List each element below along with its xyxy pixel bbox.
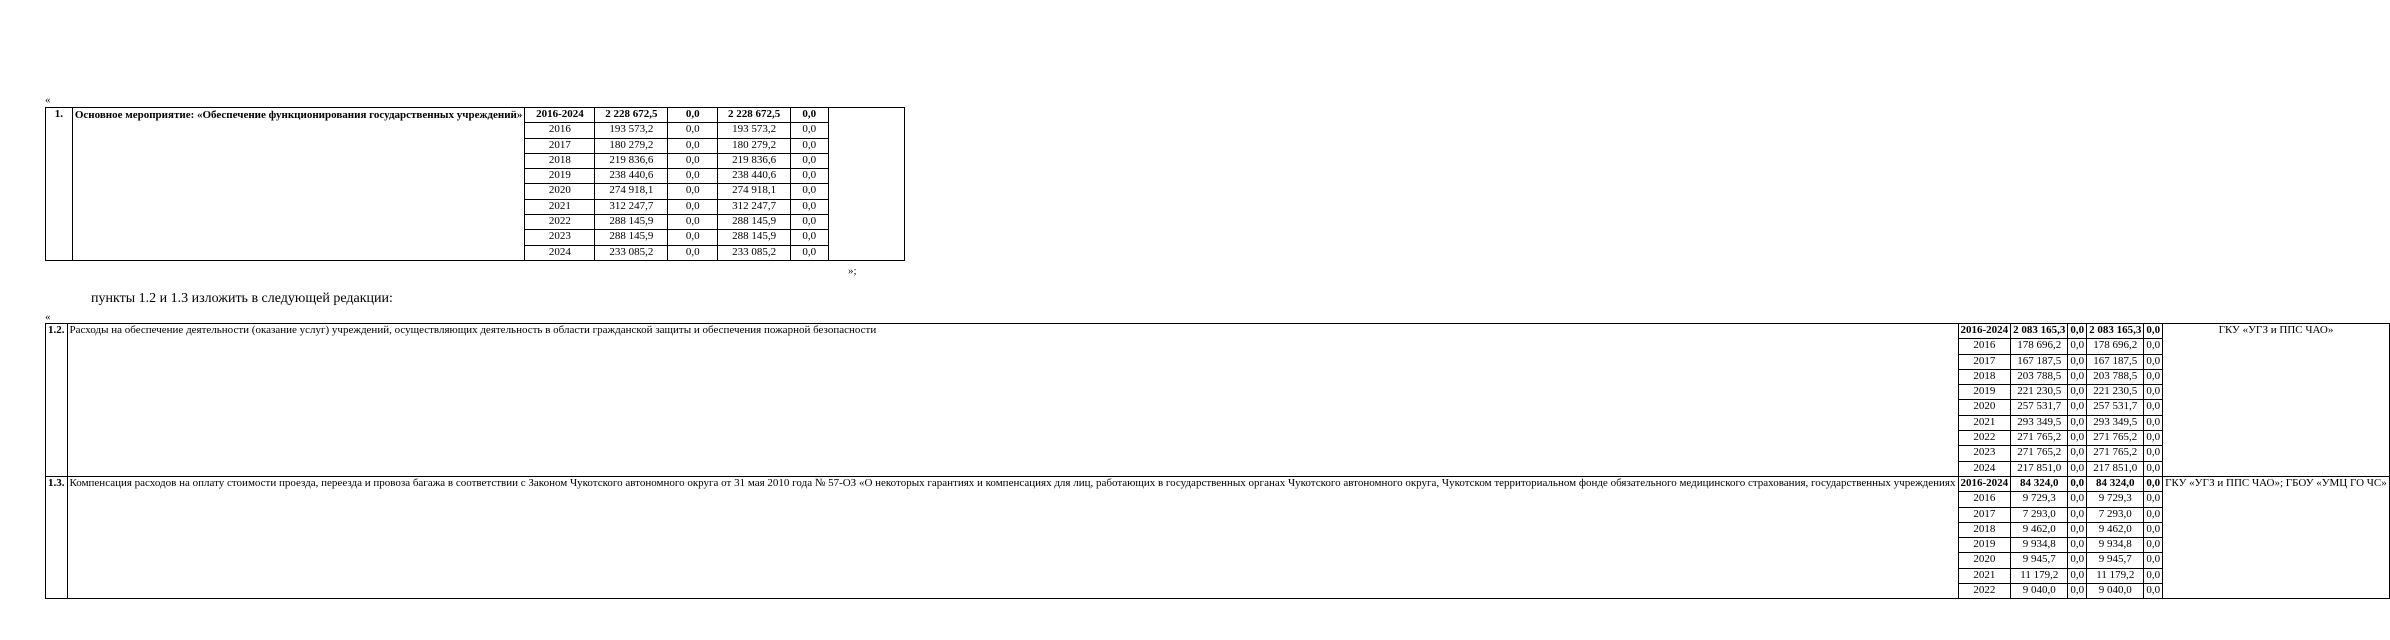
cell-reg: 288 145,9: [718, 230, 791, 245]
cell-reg: 9 040,0: [2087, 584, 2144, 599]
cell-total: 288 145,9: [595, 215, 668, 230]
cell-year: 2018: [1958, 522, 2011, 537]
cell-fed: 0,0: [2068, 415, 2087, 430]
cell-fed: 0,0: [2068, 431, 2087, 446]
cell-other: 0,0: [2144, 584, 2163, 599]
cell-fed: 0,0: [668, 184, 718, 199]
cell-other: 0,0: [791, 199, 828, 214]
cell-total: 221 230,5: [2011, 385, 2068, 400]
cell-other: 0,0: [2144, 522, 2163, 537]
cell-fed: 0,0: [668, 138, 718, 153]
cell-total: 193 573,2: [595, 123, 668, 138]
cell-reg: 217 851,0: [2087, 461, 2144, 476]
cell-fed: 0,0: [668, 108, 718, 123]
cell-year: 2017: [1958, 354, 2011, 369]
cell-year: 2023: [1958, 446, 2011, 461]
cell-year: 2019: [1958, 538, 2011, 553]
cell-fed: 0,0: [2068, 507, 2087, 522]
item-number: 1.: [46, 108, 73, 261]
cell-other: 0,0: [791, 184, 828, 199]
cell-reg: 233 085,2: [718, 245, 791, 260]
responsible-executor: [828, 108, 905, 261]
cell-total: 2 228 672,5: [595, 108, 668, 123]
cell-total: 288 145,9: [595, 230, 668, 245]
cell-other: 0,0: [791, 169, 828, 184]
cell-reg: 167 187,5: [2087, 354, 2144, 369]
cell-other: 0,0: [2144, 369, 2163, 384]
cell-total: 9 462,0: [2011, 522, 2068, 537]
cell-reg: 293 349,5: [2087, 415, 2144, 430]
cell-reg: 203 788,5: [2087, 369, 2144, 384]
cell-fed: 0,0: [668, 245, 718, 260]
cell-reg: 257 531,7: [2087, 400, 2144, 415]
item-number: 1.2.: [46, 324, 68, 477]
cell-reg: 84 324,0: [2087, 476, 2144, 491]
cell-total: 274 918,1: [595, 184, 668, 199]
cell-other: 0,0: [2144, 385, 2163, 400]
cell-total: 178 696,2: [2011, 339, 2068, 354]
cell-other: 0,0: [2144, 431, 2163, 446]
cell-year: 2016: [525, 123, 595, 138]
item-description: Основное мероприятие: «Обеспечение функционирования государственных учреждений»: [72, 108, 525, 261]
cell-total: 9 729,3: [2011, 492, 2068, 507]
cell-total: 11 179,2: [2011, 568, 2068, 583]
cell-other: 0,0: [791, 245, 828, 260]
cell-total: 9 040,0: [2011, 584, 2068, 599]
cell-other: 0,0: [791, 123, 828, 138]
cell-reg: 2 083 165,3: [2087, 324, 2144, 339]
cell-total: 293 349,5: [2011, 415, 2068, 430]
cell-year: 2016: [1958, 339, 2011, 354]
cell-other: 0,0: [791, 108, 828, 123]
cell-fed: 0,0: [668, 199, 718, 214]
cell-other: 0,0: [2144, 461, 2163, 476]
cell-other: 0,0: [791, 215, 828, 230]
cell-fed: 0,0: [668, 230, 718, 245]
table-row: [46, 324, 2390, 339]
cell-fed: 0,0: [2068, 584, 2087, 599]
cell-total: 203 788,5: [2011, 369, 2068, 384]
cell-fed: 0,0: [2068, 538, 2087, 553]
item-description: Расходы на обеспечение деятельности (оказание услуг) учреждений, осуществляющих деятельность в области гражданской защиты и обеспечения пожарной безопасности: [67, 324, 1958, 477]
item-description: Компенсация расходов на оплату стоимости проезда, переезда и провоза багажа в соответствии с Законом Чукотского автономного округа от 31 мая 2010 года № 57-ОЗ «О некоторых гарантиях и компенсациях для лиц, работающих в государственных органах Чукотского автономного округа, Чукотском территориальном фонде обязательного медицинского страхования, государственных учреждениях: [67, 476, 1958, 598]
cell-other: 0,0: [2144, 507, 2163, 522]
cell-reg: 312 247,7: [718, 199, 791, 214]
cell-fed: 0,0: [2068, 461, 2087, 476]
measures-table-2: [45, 323, 2390, 599]
cell-other: 0,0: [2144, 354, 2163, 369]
cell-fed: 0,0: [2068, 400, 2087, 415]
cell-fed: 0,0: [2068, 476, 2087, 491]
closing-quote-1: »;: [848, 265, 857, 277]
item-number: 1.3.: [46, 476, 68, 598]
cell-total: 271 765,2: [2011, 431, 2068, 446]
cell-year: 2016-2024: [525, 108, 595, 123]
cell-fed: 0,0: [668, 215, 718, 230]
cell-reg: 180 279,2: [718, 138, 791, 153]
cell-year: 2017: [1958, 507, 2011, 522]
cell-year: 2021: [1958, 568, 2011, 583]
cell-fed: 0,0: [2068, 324, 2087, 339]
cell-year: 2019: [525, 169, 595, 184]
measures-table-1: [45, 107, 905, 261]
cell-total: 167 187,5: [2011, 354, 2068, 369]
cell-total: 9 934,8: [2011, 538, 2068, 553]
cell-total: 7 293,0: [2011, 507, 2068, 522]
cell-reg: 219 836,6: [718, 153, 791, 168]
cell-total: 217 851,0: [2011, 461, 2068, 476]
cell-total: 180 279,2: [595, 138, 668, 153]
cell-total: 257 531,7: [2011, 400, 2068, 415]
cell-year: 2016-2024: [1958, 324, 2011, 339]
cell-fed: 0,0: [668, 153, 718, 168]
cell-fed: 0,0: [668, 169, 718, 184]
cell-total: 9 945,7: [2011, 553, 2068, 568]
opening-quote-2: «: [45, 311, 51, 323]
cell-total: 271 765,2: [2011, 446, 2068, 461]
cell-total: 312 247,7: [595, 199, 668, 214]
responsible-executor: ГКУ «УГЗ и ППС ЧАО»; ГБОУ «УМЦ ГО ЧС»: [2163, 476, 2390, 598]
cell-reg: 9 462,0: [2087, 522, 2144, 537]
cell-other: 0,0: [2144, 492, 2163, 507]
cell-year: 2020: [1958, 400, 2011, 415]
cell-reg: 178 696,2: [2087, 339, 2144, 354]
cell-fed: 0,0: [2068, 553, 2087, 568]
table-row: [46, 108, 905, 123]
cell-total: 84 324,0: [2011, 476, 2068, 491]
cell-reg: 193 573,2: [718, 123, 791, 138]
cell-other: 0,0: [2144, 415, 2163, 430]
cell-reg: 288 145,9: [718, 215, 791, 230]
cell-other: 0,0: [791, 230, 828, 245]
cell-fed: 0,0: [2068, 354, 2087, 369]
table-row: [46, 476, 2390, 491]
cell-other: 0,0: [2144, 538, 2163, 553]
cell-other: 0,0: [791, 138, 828, 153]
cell-reg: 9 934,8: [2087, 538, 2144, 553]
cell-year: 2020: [525, 184, 595, 199]
cell-reg: 271 765,2: [2087, 431, 2144, 446]
cell-fed: 0,0: [2068, 522, 2087, 537]
cell-fed: 0,0: [2068, 446, 2087, 461]
cell-year: 2016: [1958, 492, 2011, 507]
cell-year: 2018: [525, 153, 595, 168]
cell-other: 0,0: [2144, 446, 2163, 461]
cell-total: 2 083 165,3: [2011, 324, 2068, 339]
cell-total: 219 836,6: [595, 153, 668, 168]
cell-year: 2019: [1958, 385, 2011, 400]
cell-year: 2023: [525, 230, 595, 245]
cell-year: 2024: [1958, 461, 2011, 476]
cell-reg: 274 918,1: [718, 184, 791, 199]
cell-reg: 238 440,6: [718, 169, 791, 184]
cell-reg: 11 179,2: [2087, 568, 2144, 583]
cell-reg: 221 230,5: [2087, 385, 2144, 400]
cell-year: 2018: [1958, 369, 2011, 384]
cell-other: 0,0: [2144, 568, 2163, 583]
cell-reg: 2 228 672,5: [718, 108, 791, 123]
opening-quote-1: «: [45, 94, 51, 106]
cell-other: 0,0: [791, 153, 828, 168]
cell-year: 2017: [525, 138, 595, 153]
cell-total: 238 440,6: [595, 169, 668, 184]
cell-fed: 0,0: [2068, 385, 2087, 400]
cell-other: 0,0: [2144, 553, 2163, 568]
cell-year: 2016-2024: [1958, 476, 2011, 491]
cell-fed: 0,0: [2068, 492, 2087, 507]
cell-year: 2021: [1958, 415, 2011, 430]
responsible-executor: ГКУ «УГЗ и ППС ЧАО»: [2163, 324, 2390, 477]
cell-year: 2022: [525, 215, 595, 230]
cell-year: 2021: [525, 199, 595, 214]
cell-reg: 9 729,3: [2087, 492, 2144, 507]
cell-year: 2020: [1958, 553, 2011, 568]
cell-fed: 0,0: [668, 123, 718, 138]
cell-other: 0,0: [2144, 476, 2163, 491]
cell-fed: 0,0: [2068, 369, 2087, 384]
cell-year: 2022: [1958, 584, 2011, 599]
cell-other: 0,0: [2144, 400, 2163, 415]
cell-reg: 7 293,0: [2087, 507, 2144, 522]
cell-total: 233 085,2: [595, 245, 668, 260]
cell-other: 0,0: [2144, 324, 2163, 339]
cell-reg: 271 765,2: [2087, 446, 2144, 461]
cell-year: 2022: [1958, 431, 2011, 446]
cell-fed: 0,0: [2068, 568, 2087, 583]
instruction-text: пункты 1.2 и 1.3 изложить в следующей редакции:: [91, 291, 393, 306]
cell-other: 0,0: [2144, 339, 2163, 354]
cell-year: 2024: [525, 245, 595, 260]
cell-fed: 0,0: [2068, 339, 2087, 354]
cell-reg: 9 945,7: [2087, 553, 2144, 568]
